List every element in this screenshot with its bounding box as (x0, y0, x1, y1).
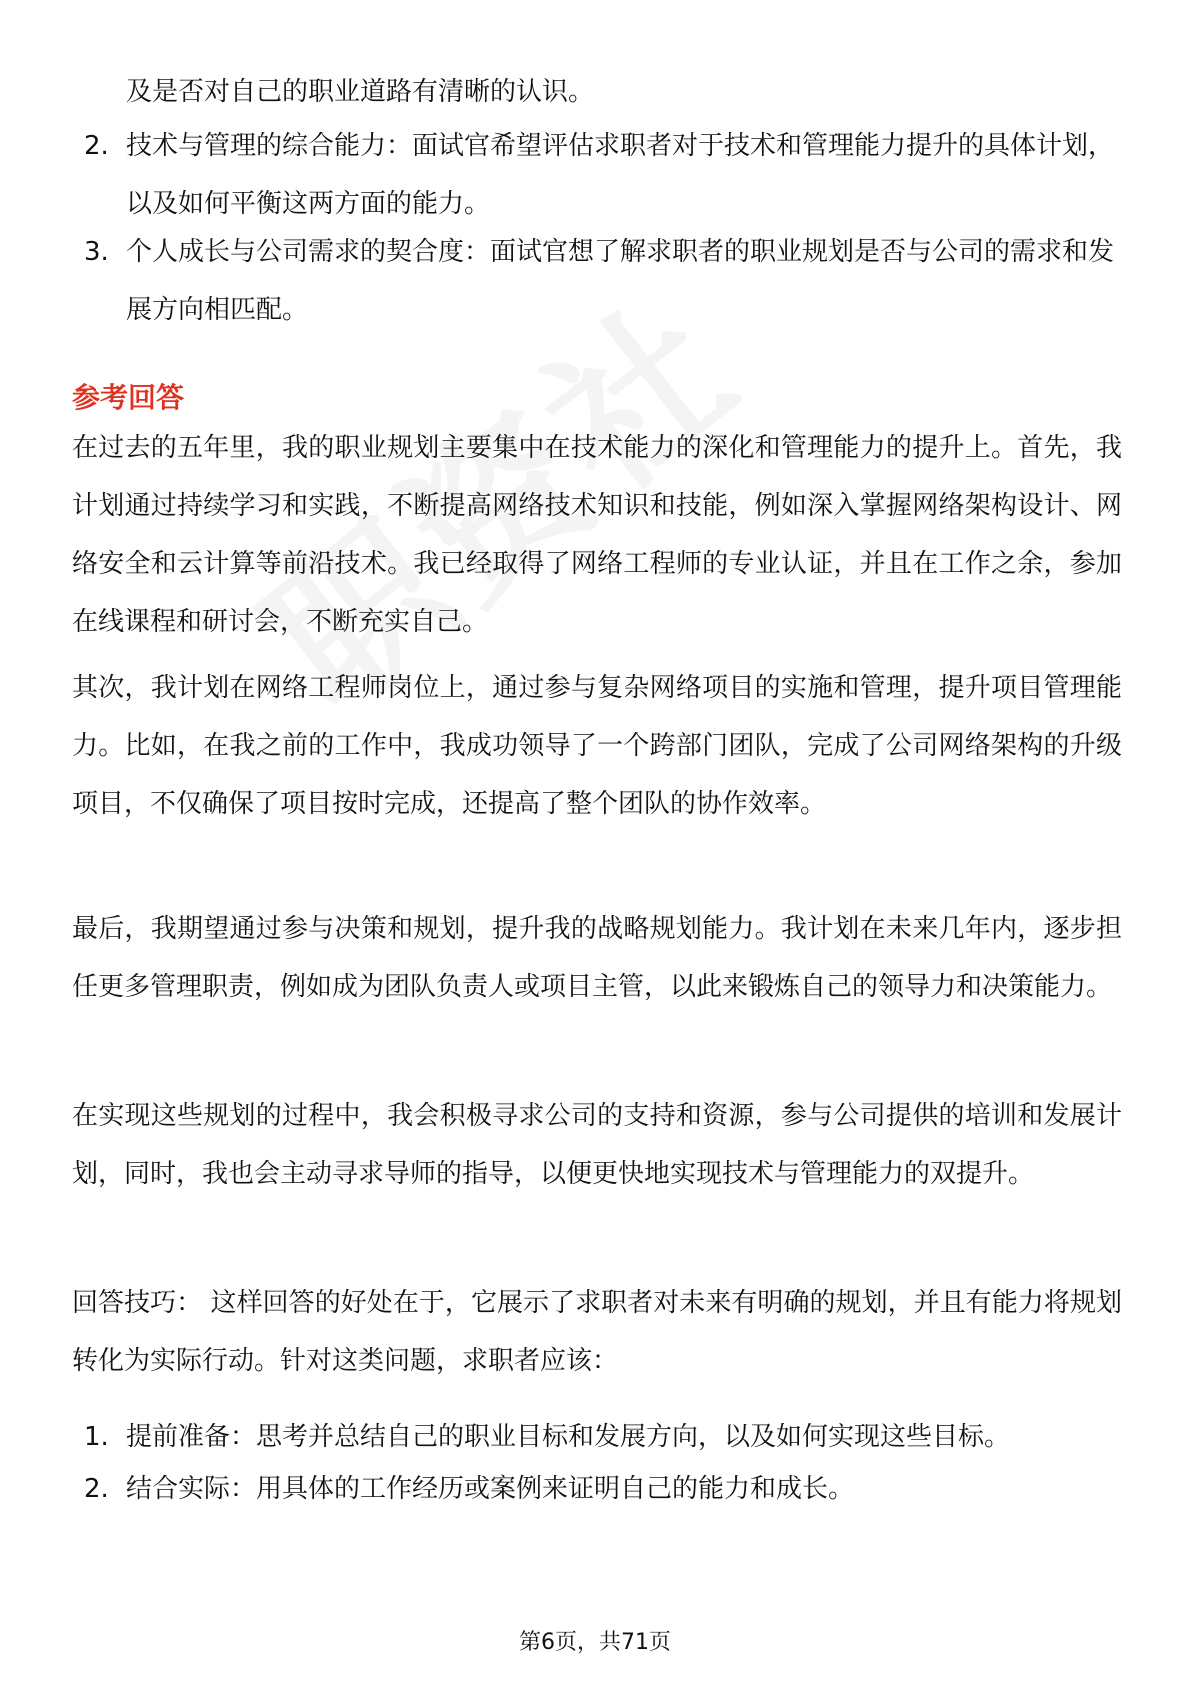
answer-tips-paragraph: 回答技巧： 这样回答的好处在于，它展示了求职者对未来有明确的规划，并且有能力将规划转化为实际行动。针对这类问题，求职者应该： (72, 1288, 1122, 1376)
list-item (84, 1460, 1124, 1518)
list-item-continuation (84, 63, 1124, 121)
paragraph: 在实现这些规划的过程中，我会积极寻求公司的支持和资源，参与公司提供的培训和发展计划，同时，我也会主动寻求导师的指导，以便更快地实现技术与管理能力的双提升。 (72, 1101, 1122, 1189)
section-heading: 参考回答 (72, 381, 185, 414)
list-item-number: 1. (84, 1422, 109, 1452)
paragraph: 最后，我期望通过参与决策和规划，提升我的战略规划能力。我计划在未来几年内，逐步担任更多管理职责，例如成为团队负责人或项目主管，以此来锻炼自己的领导力和决策能力。 (72, 914, 1122, 1002)
paragraph: 在过去的五年里，我的职业规划主要集中在技术能力的深化和管理能力的提升上。首先，我计划通过持续学习和实践，不断提高网络技术知识和技能，例如深入掌握网络架构设计、网络安全和云计算等前沿技术。我已经取得了网络工程师的专业认证，并且在工作之余，参加在线课程和研讨会，不断充实自己。 (72, 433, 1122, 637)
list-item-number: 2. (84, 131, 109, 161)
list-item-text: 个人成长与公司需求的契合度：面试官想了解求职者的职业规划是否与公司的需求和发展方向相匹配。 (126, 237, 1115, 325)
list-item-text: 结合实际：用具体的工作经历或案例来证明自己的能力和成长。 (126, 1474, 855, 1504)
list-item-number: 3. (84, 237, 109, 267)
list-item-text: 技术与管理的综合能力：面试官希望评估求职者对于技术和管理能力提升的具体计划，以及如何平衡这两方面的能力。 (126, 131, 1115, 219)
list-item (84, 223, 1124, 339)
list-item (84, 117, 1124, 233)
paragraph: 其次，我计划在网络工程师岗位上，通过参与复杂网络项目的实施和管理，提升项目管理能力。比如，在我之前的工作中，我成功领导了一个跨部门团队，完成了公司网络架构的升级项目，不仅确保了项目按时完成，还提高了整个团队的协作效率。 (72, 673, 1122, 819)
list-item-text: 提前准备：思考并总结自己的职业目标和发展方向，以及如何实现这些目标。 (126, 1422, 1011, 1452)
list-item-text: 及是否对自己的职业道路有清晰的认识。 (126, 77, 595, 107)
page-number: 第6页，共71页 (519, 1630, 671, 1655)
list-item (84, 1408, 1124, 1466)
list-item-number: 2. (84, 1474, 109, 1504)
